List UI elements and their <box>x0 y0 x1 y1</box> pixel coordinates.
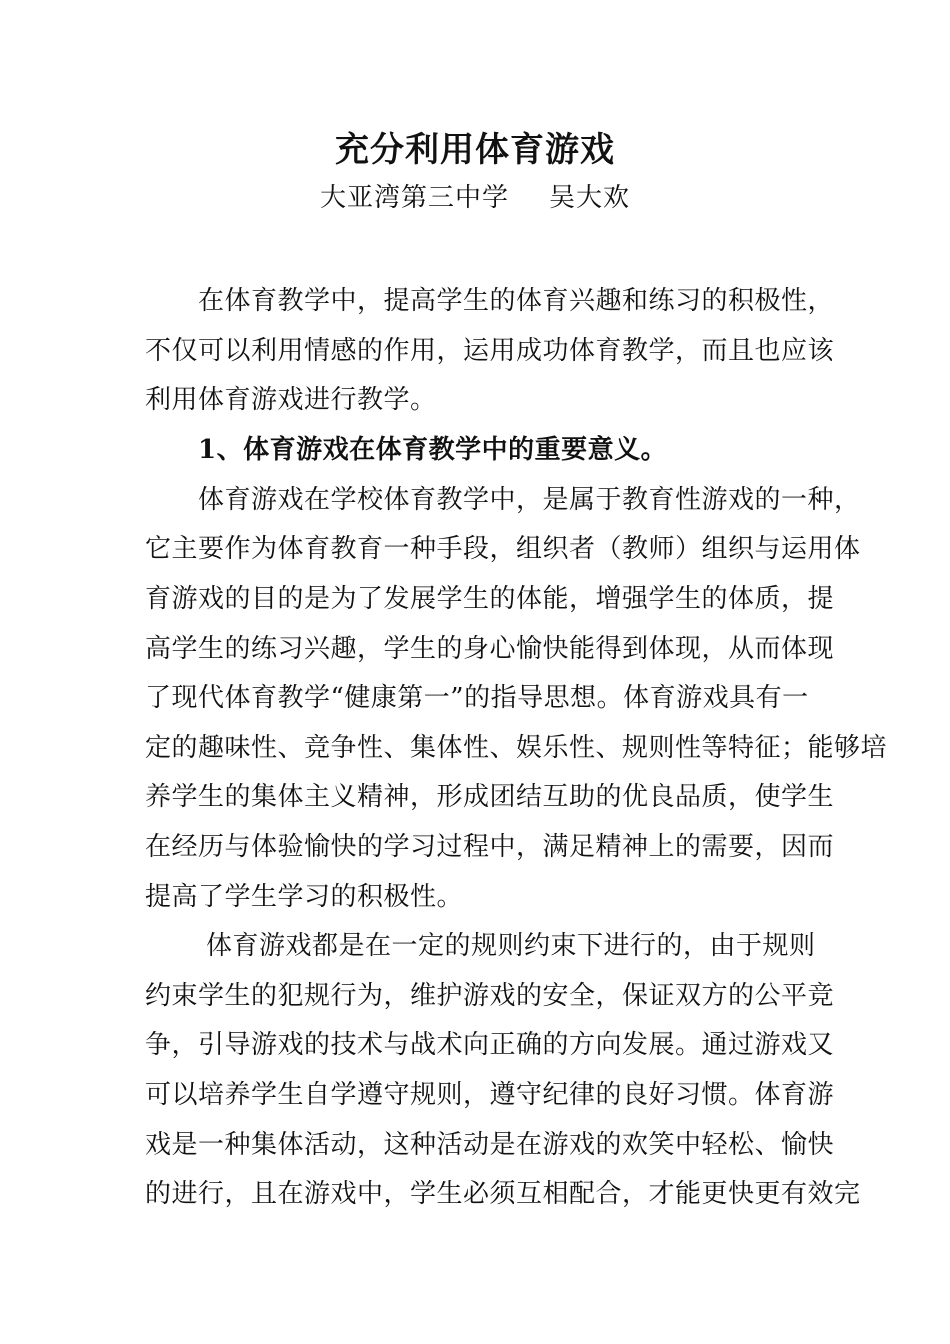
author-name: 吴大欢 <box>549 183 631 213</box>
paragraph-line: 定的趣味性、竞争性、集体性、娱乐性、规则性等特征；能够培 <box>145 733 888 763</box>
paragraph-line: 的进行，且在游戏中，学生必须互相配合，才能更快更有效完 <box>145 1179 861 1209</box>
paragraph-line: 养学生的集体主义精神，形成团结互助的优良品质，使学生 <box>145 782 835 812</box>
paragraph-line: 提高了学生学习的积极性。 <box>145 882 464 912</box>
paragraph-line: 体育游戏都是在一定的规则约束下进行的，由于规则 <box>206 931 816 961</box>
paragraph-line: 争，引导游戏的技术与战术向正确的方向发展。通过游戏又 <box>145 1030 835 1060</box>
paragraph-line: 在经历与体验愉快的学习过程中，满足精神上的需要，因而 <box>145 832 835 862</box>
paragraph-line: 在体育教学中，提高学生的体育兴趣和练习的积极性， <box>198 286 835 316</box>
paragraph-line: 体育游戏在学校体育教学中，是属于教育性游戏的一种， <box>198 485 861 515</box>
document-title: 充分利用体育游戏 <box>335 130 615 170</box>
paragraph-line: 利用体育游戏进行教学。 <box>145 385 437 415</box>
paragraph-line: 育游戏的目的是为了发展学生的体能，增强学生的体质，提 <box>145 584 835 614</box>
section-heading: 1、体育游戏在体育教学中的重要意义。 <box>198 435 668 465</box>
paragraph-line: 不仅可以利用情感的作用，运用成功体育教学，而且也应该 <box>145 336 835 366</box>
paragraph-line: 约束学生的犯规行为，维护游戏的安全，保证双方的公平竞 <box>145 981 835 1011</box>
paragraph-line: 它主要作为体育教育一种手段，组织者（教师）组织与运用体 <box>145 534 861 564</box>
paragraph-line: 可以培养学生自学遵守规则，遵守纪律的良好习惯。体育游 <box>145 1080 835 1110</box>
school-name: 大亚湾第三中学 <box>319 183 509 213</box>
paragraph-line: 戏是一种集体活动，这种活动是在游戏的欢笑中轻松、愉快 <box>145 1130 835 1160</box>
paragraph-line: 高学生的练习兴趣，学生的身心愉快能得到体现，从而体现 <box>145 634 835 664</box>
paragraph-line: 了现代体育教学“健康第一”的指导思想。体育游戏具有一 <box>145 683 809 713</box>
byline <box>0 180 950 216</box>
